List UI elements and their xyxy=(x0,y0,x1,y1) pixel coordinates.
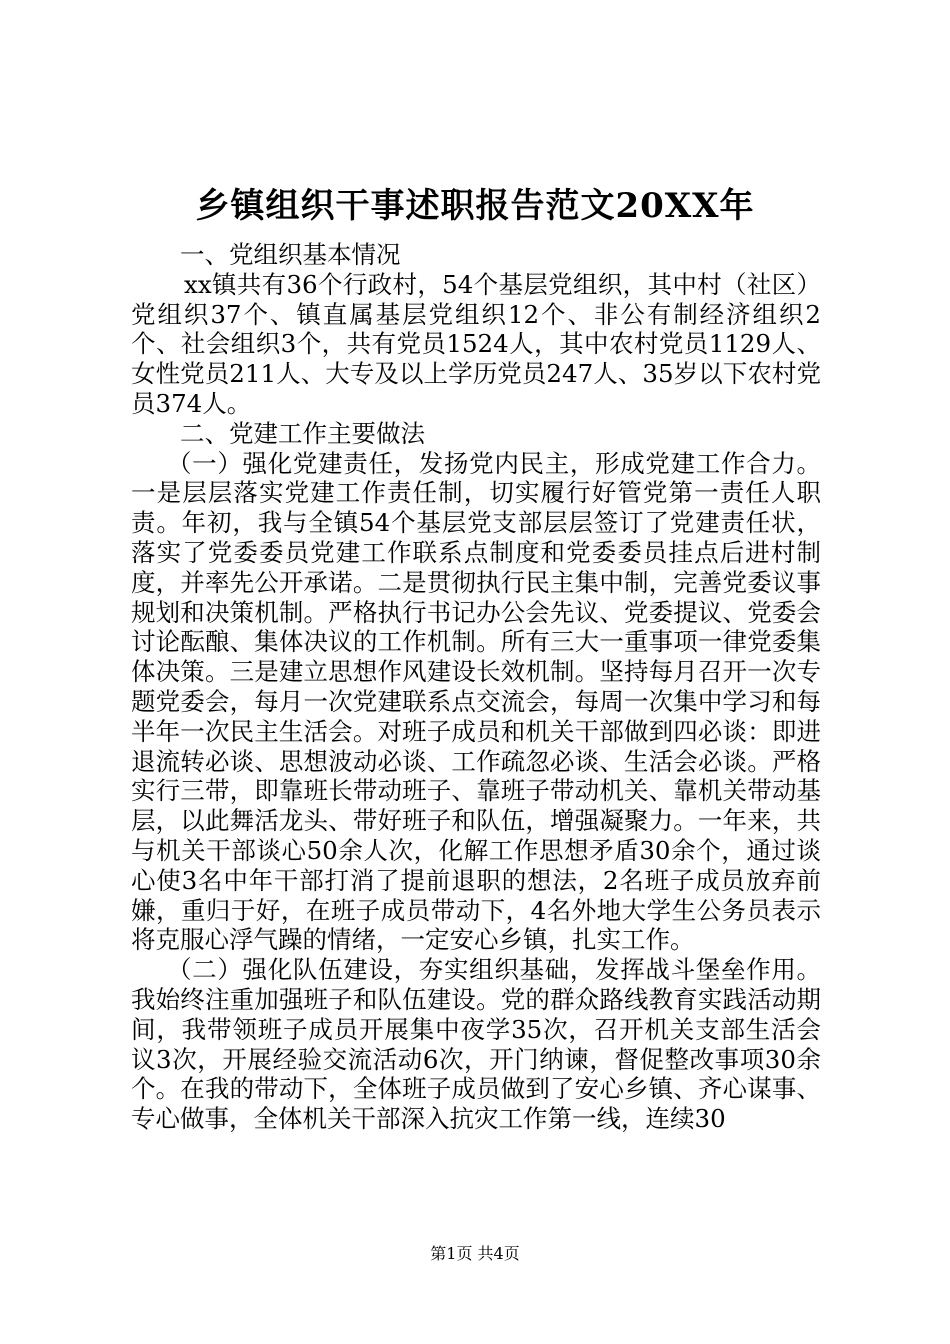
section1-paragraph: xx镇共有36个行政村，54个基层党组织，其中村（社区）党组织37个、镇直属基层党组织12个、非公有制经济组织2个、社会组织3个，共有党员1524人，其中农村党员1129人、女性党员211人、大专及以上学历党员247人、35岁以下农村党员374人。 xyxy=(131,269,821,418)
section-heading-1: 一、党组织基本情况 xyxy=(180,240,401,269)
document-title: 乡镇组织干事述职报告范文20XX年 xyxy=(195,186,755,226)
page-footer xyxy=(0,1243,950,1265)
page-number-label: 第1页 共4页 xyxy=(430,1244,520,1263)
section2-paragraph-2: （二）强化队伍建设，夯实组织基础，发挥战斗堡垒作用。我始终注重加强班子和队伍建设。党的群众路线教育实践活动期间，我带领班子成员开展集中夜学35次，召开机关支部生活会议3次，开展经验交流活动6次，开门纳谏，督促整改事项30余个。在我的带动下，全体班子成员做到了安心乡镇、齐心谋事、专心做事，全体机关干部深入抗灾工作第一线，连续30 xyxy=(131,955,821,1134)
section2-paragraph-1: （一）强化党建责任，发扬党内民主，形成党建工作合力。一是层层落实党建工作责任制，切实履行好管党第一责任人职责。年初，我与全镇54个基层党支部层层签订了党建责任状，落实了党委委员党建工作联系点制度和党委委员挂点后进村制度，并率先公开承诺。二是贯彻执行民主集中制，完善党委议事规划和决策机制。严格执行书记办公会先议、党委提议、党委会讨论酝酿、集体决议的工作机制。所有三大一重事项一律党委集体决策。三是建立思想作风建设长效机制。坚持每月召开一次专题党委会，每月一次党建联系点交流会，每周一次集中学习和每半年一次民主生活会。对班子成员和机关干部做到四必谈：即进退流转必谈、思想波动必谈、工作疏忽必谈、生活会必谈。严格实行三带，即靠班长带动班子、靠班子带动机关、靠机关带动基层，以此舞活龙头、带好班子和队伍，增强凝聚力。一年来，共与机关干部谈心50余人次，化解工作思想矛盾30余个，通过谈心使3名中年干部打消了提前退职的想法，2名班子成员放弃前嫌，重归于好，在班子成员带动下，4名外地大学生公务员表示将克服心浮气躁的情绪，一定安心乡镇，扎实工作。 xyxy=(131,448,821,955)
document-body xyxy=(131,240,821,1134)
section-heading-2: 二、党建工作主要做法 xyxy=(180,418,425,448)
